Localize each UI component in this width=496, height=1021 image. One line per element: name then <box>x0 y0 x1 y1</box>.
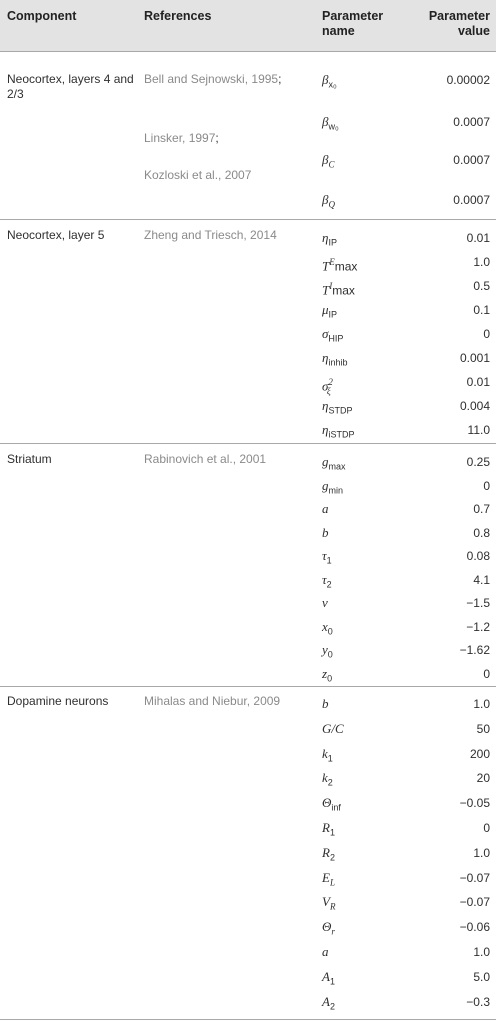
parameter-name <box>322 744 333 769</box>
parameter-superscript: E <box>329 257 335 267</box>
table-row <box>0 942 496 962</box>
reference-text: Rabinovich et al., 2001 <box>144 452 267 466</box>
parameter-subscript: r <box>331 926 335 937</box>
parameter-name <box>322 694 329 714</box>
table-row <box>0 818 496 838</box>
parameter-name <box>322 942 329 962</box>
parameter-symbol: A <box>322 994 330 1009</box>
parameter-symbol: σ <box>322 378 329 394</box>
parameter-name <box>322 892 335 917</box>
parameter-name <box>322 300 337 325</box>
parameter-name <box>322 150 335 175</box>
parameter-value: 0.7 <box>473 502 490 516</box>
parameter-symbol: z <box>322 666 328 681</box>
parameter-name <box>322 843 335 868</box>
parameter-symbol: A <box>322 969 330 984</box>
parameter-subscript: inhib <box>328 357 348 368</box>
parameter-value: 50 <box>476 722 490 736</box>
table-row <box>0 190 496 210</box>
table-row <box>0 546 496 566</box>
reference-text: Linsker, 1997 <box>144 131 216 145</box>
parameter-name <box>322 793 341 818</box>
parameter-symbol: T <box>322 258 330 274</box>
parameter-name <box>322 664 332 689</box>
parameter-symbol: b <box>322 696 329 711</box>
parameter-value: 0.004 <box>459 399 490 413</box>
section-divider <box>0 219 496 220</box>
parameter-suffix: max <box>332 283 355 298</box>
parameter-name <box>322 228 337 253</box>
header-references: References <box>144 9 212 23</box>
parameter-subscript: L <box>329 877 335 888</box>
parameter-name <box>322 190 335 215</box>
parameter-subscript: IP <box>328 237 337 248</box>
parameter-value: 0 <box>483 479 490 493</box>
table-row <box>0 719 496 739</box>
table-row <box>0 570 496 590</box>
parameter-subscript: 1 <box>326 555 332 566</box>
parameter-symbol: y <box>322 642 328 657</box>
table-header <box>0 0 496 52</box>
table-row <box>0 396 496 416</box>
parameter-subscript: C <box>328 159 335 170</box>
parameter-value: −1.62 <box>459 643 490 657</box>
parameter-name <box>322 818 335 843</box>
table-row <box>0 523 496 543</box>
parameter-value: 1.0 <box>473 255 490 269</box>
parameter-name <box>322 276 355 300</box>
parameter-subscript: x₀ <box>328 79 337 90</box>
parameter-subscript: 1 <box>329 827 335 838</box>
parameter-symbol: R <box>322 845 330 860</box>
table-row <box>0 843 496 863</box>
parameter-symbol: g <box>322 454 329 469</box>
component-label: Neocortex, layers 4 and 2/3 <box>7 72 134 101</box>
parameter-symbol: η <box>322 398 329 413</box>
section-divider <box>0 686 496 687</box>
parameter-value: −0.07 <box>459 895 490 909</box>
parameter-superscript: I <box>329 281 333 291</box>
parameter-subscript: HIP <box>328 333 344 344</box>
parameter-symbol: σ <box>322 326 329 341</box>
parameter-symbol: μ <box>322 302 329 317</box>
parameter-name <box>322 499 329 519</box>
parameter-value: −0.05 <box>459 796 490 810</box>
parameter-name <box>322 324 343 349</box>
table-row <box>0 420 496 440</box>
parameter-name <box>322 917 335 942</box>
reference-separator: ; <box>215 131 219 145</box>
parameter-value: −0.06 <box>459 920 490 934</box>
parameter-suffix: max <box>334 259 358 274</box>
table-row <box>0 70 496 90</box>
table-row <box>0 150 496 170</box>
parameter-symbol: Θ <box>322 795 332 810</box>
table-row <box>0 694 496 714</box>
parameter-value: 0.0007 <box>453 115 490 129</box>
parameter-subscript: STDP <box>328 405 353 416</box>
parameter-symbol: k <box>322 770 328 785</box>
table-row <box>0 664 496 684</box>
parameter-symbol: g <box>322 478 329 493</box>
parameter-name <box>322 70 337 95</box>
parameter-symbol: E <box>322 870 330 885</box>
parameter-superscript: 2 <box>328 377 333 387</box>
table-row <box>0 992 496 1012</box>
parameter-value: −1.5 <box>466 596 490 610</box>
table-row <box>0 793 496 813</box>
parameter-subscript: min <box>328 485 344 496</box>
table-row <box>0 476 496 496</box>
parameter-subscript: 2 <box>326 579 332 590</box>
parameter-symbol: Θ <box>322 919 332 934</box>
reference-text: Kozloski et al., 2007 <box>144 168 252 182</box>
parameter-subscript: 1 <box>329 976 335 987</box>
table-row <box>0 868 496 888</box>
parameter-value: −1.2 <box>466 620 490 634</box>
parameter-name <box>322 617 333 642</box>
table-row <box>0 593 496 613</box>
parameter-name <box>322 719 344 739</box>
parameter-value: −0.3 <box>466 995 490 1009</box>
parameter-symbol: β <box>322 152 329 167</box>
parameter-value: 0.1 <box>473 303 490 317</box>
parameter-value: 0.001 <box>459 351 490 365</box>
parameter-subscript: max <box>328 461 346 472</box>
parameter-symbol: τ <box>322 572 327 587</box>
parameter-subscript: 0 <box>327 626 333 637</box>
parameter-value: 5.0 <box>473 970 490 984</box>
parameter-symbol: τ <box>322 548 327 563</box>
parameter-subscript: 2 <box>327 777 333 788</box>
parameter-name <box>322 768 333 793</box>
parameter-symbol: β <box>322 114 329 129</box>
parameter-symbol: η <box>322 422 329 437</box>
reference-text: Mihalas and Niebur, 2009 <box>144 694 281 708</box>
parameter-subscript: iSTDP <box>328 429 355 440</box>
parameter-name <box>322 348 347 373</box>
parameter-value: 0.0007 <box>453 193 490 207</box>
table-row <box>0 617 496 637</box>
parameter-value: 1.0 <box>473 945 490 959</box>
parameter-symbol: a <box>322 501 329 516</box>
parameter-name <box>322 868 335 893</box>
parameter-name <box>322 593 328 613</box>
parameter-subscript: 0 <box>327 649 333 660</box>
table-row <box>0 499 496 519</box>
parameter-value: 0.01 <box>466 375 490 389</box>
parameter-symbol: β <box>322 72 329 87</box>
table-bottom-rule <box>0 1019 496 1020</box>
reference-citation <box>144 168 251 183</box>
parameter-symbol: b <box>322 525 329 540</box>
parameter-symbol: x <box>322 619 328 634</box>
header-parameter-value: Parameter value <box>428 9 490 38</box>
parameter-subscript: ξ <box>326 385 331 396</box>
component-label: Striatum <box>7 452 52 466</box>
table-row <box>0 892 496 912</box>
table-row <box>0 452 496 472</box>
parameter-name <box>322 546 332 571</box>
parameter-subscript: 1 <box>327 753 333 764</box>
parameter-symbol: a <box>322 944 329 959</box>
parameter-value: 0.25 <box>466 455 490 469</box>
parameter-name <box>322 452 346 477</box>
table-row <box>0 372 496 396</box>
table-row <box>0 768 496 788</box>
parameter-name <box>322 420 354 445</box>
parameter-subscript: 2 <box>329 852 335 863</box>
header-component: Component <box>7 9 77 23</box>
parameter-value: 0.5 <box>473 279 490 293</box>
parameter-value: 0.01 <box>466 231 490 245</box>
reference-text: Zheng and Triesch, 2014 <box>144 228 277 242</box>
component-label: Dopamine neurons <box>7 694 109 708</box>
parameter-subscript: 2 <box>329 1001 335 1012</box>
parameter-name <box>322 523 329 543</box>
reference-text: Bell and Sejnowski, 1995 <box>144 72 279 86</box>
parameter-subscript: inf <box>331 802 341 813</box>
table-row <box>0 252 496 272</box>
parameter-symbol: ν <box>322 595 328 610</box>
parameter-subscript: Q <box>328 199 335 210</box>
parameter-symbol: η <box>322 230 329 245</box>
parameter-value: 0.0007 <box>453 153 490 167</box>
parameter-value: 4.1 <box>473 573 490 587</box>
parameter-name <box>322 992 335 1017</box>
parameter-symbol: k <box>322 746 328 761</box>
parameter-value: −0.07 <box>459 871 490 885</box>
parameter-subscript: R <box>329 901 336 912</box>
parameter-name <box>322 252 357 276</box>
parameter-subscript: IP <box>328 309 338 320</box>
component-label: Neocortex, layer 5 <box>7 228 105 242</box>
parameter-name <box>322 570 332 595</box>
parameter-value: 0.8 <box>473 526 490 540</box>
parameter-name <box>322 640 333 665</box>
table-row <box>0 348 496 368</box>
section-divider <box>0 443 496 444</box>
table-row <box>0 967 496 987</box>
table-row <box>0 228 496 248</box>
parameter-subscript: 0 <box>327 673 333 684</box>
parameter-value: 11.0 <box>467 423 490 437</box>
parameter-symbol: G/C <box>322 721 344 736</box>
parameter-value: 0.08 <box>466 549 490 563</box>
parameter-symbol: β <box>322 192 329 207</box>
table-row <box>0 744 496 764</box>
reference-citation <box>144 131 219 146</box>
parameter-name <box>322 967 335 992</box>
header-parameter-name: Parameter name <box>322 9 384 38</box>
parameter-value: 0.00002 <box>446 73 490 87</box>
table-row <box>0 276 496 296</box>
reference-separator: ; <box>278 72 282 86</box>
parameter-name <box>322 112 339 137</box>
parameter-symbol: R <box>322 820 330 835</box>
parameter-value: 0 <box>483 821 490 835</box>
parameter-symbol: V <box>322 894 330 909</box>
parameter-symbol: T <box>322 282 330 298</box>
parameter-value: 1.0 <box>473 846 490 860</box>
table-row <box>0 640 496 660</box>
parameter-value: 0 <box>483 667 490 681</box>
parameter-subscript: w₀ <box>328 121 339 132</box>
parameter-name <box>322 476 343 501</box>
table-row <box>0 112 496 132</box>
parameter-symbol: η <box>322 350 329 365</box>
parameter-value: 1.0 <box>473 697 490 711</box>
parameter-value: 20 <box>476 771 490 785</box>
parameter-value: 200 <box>469 747 490 761</box>
parameter-name <box>322 396 352 421</box>
parameter-value: 0 <box>483 327 490 341</box>
table-row <box>0 917 496 937</box>
table-row <box>0 324 496 344</box>
table-row <box>0 300 496 320</box>
